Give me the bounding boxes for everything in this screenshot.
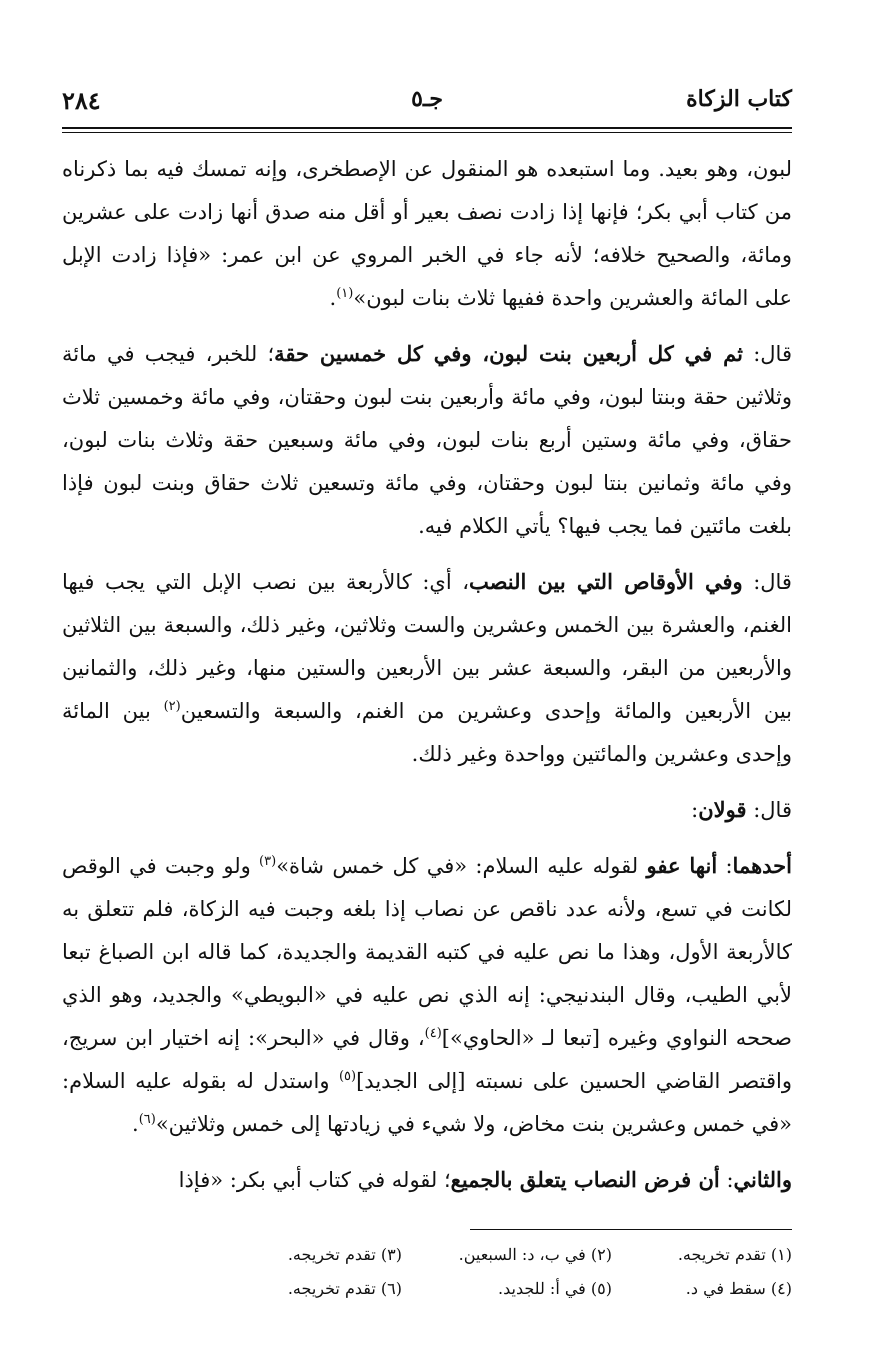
matn-text: وفي الأوقاص التي بين النصب [468, 569, 743, 594]
paragraph-6: والثاني: أن فرض النصاب يتعلق بالجميع؛ لقوله في كتاب أبي بكر: «فإذا [178, 1167, 792, 1192]
matn-text: أنها عفو [646, 853, 718, 878]
footnote-ref-6: (٦) [138, 1112, 156, 1127]
footnote-4: (٤) سقط في د. [685, 1279, 792, 1298]
paragraph-2: قال: ثم في كل أربعين بنت لبون، وفي كل خمسين حقة؛ للخبر، فيجب في مائة وثلاثين حقة وبنتا لبون، وفي مائة وأربعين بنت لبون وحقتان، وفي مائة وخمسين ثلاث حقاق، وفي مائة وستين أربع بنات لبون، وفي مائة وسبعين حقة وثلاث بنات لبون، وفي مائة وثمانين بنتا لبون وحقتان، وفي مائة وتسعين ثلاث حقاق وبنت لبون فإذا بلغت مائتين فما يجب فيها؟ يأتي الكلام فيه. [62, 341, 792, 538]
paragraph-3: قال: وفي الأوقاص التي بين النصب، أي: كالأربعة بين نصب الإبل التي يجب فيها الغنم، والعشرة بين الخمس وعشرين والست وثلاثين، وغير ذلك، والسبعة بين الثلاثين والأربعين من البقر، والسبعة عشر بين الأربعين والستين منها، وغير ذلك، والثمانين بين الأربعين والمائة وإحدى وعشرين من الغنم، والسبعة والتسعين$^{(٢)}$ بين المائة وإحدى وعشرين والمائتين وواحدة وغير ذلك. [62, 569, 792, 766]
footnote-separator [470, 1229, 792, 1230]
footnote-1: (١) تقدم تخريجه. [677, 1245, 792, 1264]
footnote-ref-4: (٤) [424, 1026, 442, 1041]
section-lead: أحدهما [732, 853, 792, 878]
footnote-row [170, 1272, 792, 1306]
volume-label: جـ٥ [411, 86, 443, 112]
footnote-2: (٢) في ب، د: السبعين. [458, 1245, 612, 1264]
paragraph-1: لبون، وهو بعيد. وما استبعده هو المنقول عن الإصطخرى، وإنه تمسك فيه بما ذكرناه من كتاب أبي بكر؛ فإنها إذا زادت نصف بعير أو أقل منه صدق أنها زادت على عشرين ومائة، والصحيح خلافه؛ لأنه جاء في الخبر المروي عن ابن عمر: «فإذا زادت الإبل على المائة والعشرين واحدة ففيها ثلاث بنات لبون»$^{(١)}$. [62, 157, 792, 310]
footnote-ref-3: (٣) [259, 854, 277, 869]
footnote-6: (٦) تقدم تخريجه. [287, 1279, 402, 1298]
footnotes [170, 1238, 792, 1306]
paragraph-4: قال: قولان: [691, 797, 792, 822]
matn-text: ثم في كل أربعين بنت لبون، وفي كل خمسين حقة [274, 341, 743, 366]
section-lead: والثاني [733, 1167, 792, 1192]
footnote-row [170, 1238, 792, 1272]
paragraph-5: أحدهما: أنها عفو لقوله عليه السلام: «في كل خمس شاة»$^{(٣)}$ ولو وجبت في الوقص لكانت في تسع، ولأنه عدد ناقص عن نصاب إذا بلغه وجبت فيه الزكاة، فلم تتعلق به كالأربعة الأول، وهذا ما نص عليه في كتبه القديمة والجديدة، كما قاله ابن الصباغ تبعا لأبي الطيب، وقال البندنيجي: إنه الذي نص عليه في «البويطي» والجديد، وهو الذي صححه النواوي وغيره [تبعا لـ «الحاوي»]$^{(٤)}$، وقال في «البحر»: إنه اختيار ابن سريج، واقتصر القاضي الحسين على نسبته [إلى الجديد]$^{(٥)}$ واستدل له بقوله عليه السلام: «في خمس وعشرين بنت مخاض، ولا شيء في زيادتها إلى خمس وثلاثين»$^{(٦)}$. [62, 853, 792, 1136]
page-number: ٢٨٤ [62, 86, 101, 115]
book-title: كتاب الزكاة [686, 86, 792, 112]
main-text [62, 148, 792, 1214]
matn-text: أن فرض النصاب يتعلق بالجميع [450, 1167, 720, 1192]
footnote-ref-5: (٥) [338, 1069, 357, 1084]
footnote-5: (٥) في أ: للجديد. [498, 1279, 612, 1298]
matn-text: قولان [698, 797, 747, 822]
footnote-ref-1: (١) [336, 286, 354, 301]
footnote-ref-2: (٢) [163, 699, 181, 714]
header-rule-thin [62, 132, 792, 133]
header-rule [62, 127, 792, 129]
page-header [62, 86, 792, 126]
footnote-3: (٣) تقدم تخريجه. [287, 1245, 402, 1264]
